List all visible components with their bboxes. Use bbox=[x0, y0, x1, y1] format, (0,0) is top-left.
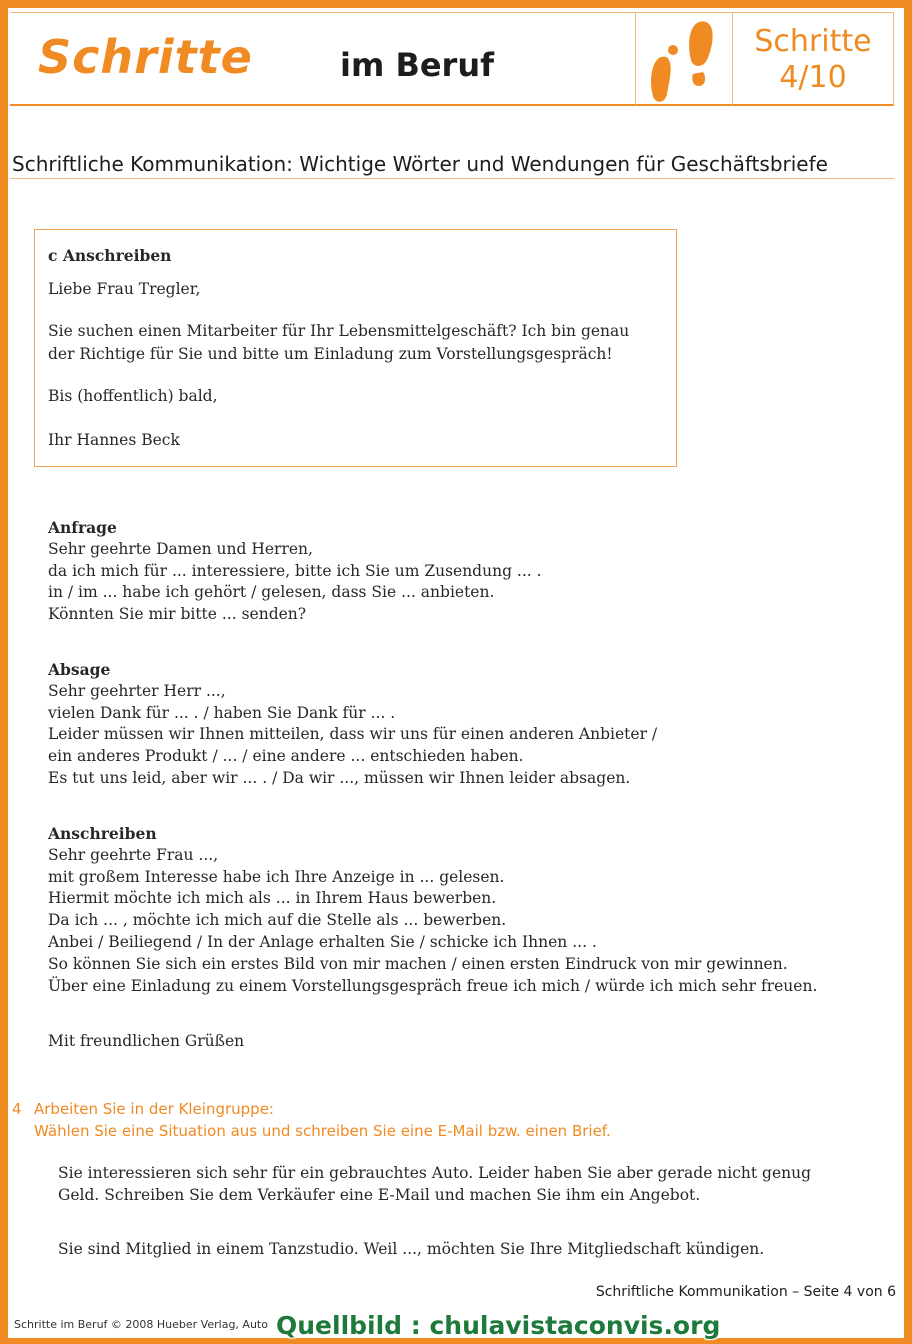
header-divider bbox=[732, 12, 733, 105]
phrase-line: Hiermit möchte ich mich als ... in Ihrem Haus bewerben. bbox=[48, 889, 497, 908]
phrase-line: Sehr geehrte Damen und Herren, bbox=[48, 539, 313, 558]
phrase-line: Sehr geehrte Frau ..., bbox=[48, 845, 219, 864]
situation-1 bbox=[58, 1162, 811, 1206]
situation-line: Sie interessieren sich sehr für ein gebrauchtes Auto. Leider haben Sie aber gerade nicht genug bbox=[58, 1164, 812, 1182]
level-badge-number: 4/10 bbox=[779, 60, 847, 95]
section-absage bbox=[48, 659, 657, 790]
letter-closing: Bis (hoffentlich) bald, bbox=[48, 387, 218, 405]
letter-body-line: der Richtige für Sie und bitte um Einladung zum Vorstellungsgespräch! bbox=[48, 345, 613, 363]
task-number: 4 bbox=[12, 1100, 22, 1118]
page-title: Schriftliche Kommunikation: Wichtige Wörter und Wendungen für Geschäftsbriefe bbox=[12, 152, 828, 176]
section-title: Anfrage bbox=[48, 518, 117, 537]
page-info: Schriftliche Kommunikation – Seite 4 von 6 bbox=[595, 1284, 896, 1300]
phrase-line: So können Sie sich ein erstes Bild von mir machen / einen ersten Eindruck von mir gewinnen. bbox=[48, 954, 788, 973]
situation-line: Geld. Schreiben Sie dem Verkäufer eine E-Mail und machen Sie ihm ein Angebot. bbox=[58, 1186, 701, 1204]
closing-formula: Mit freundlichen Grüßen bbox=[48, 1032, 245, 1050]
brand-subtitle: im Beruf bbox=[340, 46, 495, 84]
phrase-line: mit großem Interesse habe ich Ihre Anzeige in ... gelesen. bbox=[48, 867, 505, 886]
header-divider bbox=[635, 12, 636, 105]
source-watermark: Quellbild : chulavistaconvis.org bbox=[276, 1311, 721, 1340]
letter-body-line: Sie suchen einen Mitarbeiter für Ihr Lebensmittelgeschäft? Ich bin genau bbox=[48, 322, 630, 340]
brand-logo: Schritte bbox=[38, 30, 253, 84]
letter-salutation: Liebe Frau Tregler, bbox=[48, 280, 201, 298]
task-instruction bbox=[12, 1098, 611, 1142]
header-divider bbox=[893, 12, 894, 105]
level-badge-title: Schritte bbox=[754, 24, 872, 59]
letter-signature: Ihr Hannes Beck bbox=[48, 431, 180, 449]
phrase-line: Sehr geehrter Herr ..., bbox=[48, 681, 226, 700]
situation-2: Sie sind Mitglied in einem Tanzstudio. Weil ..., möchten Sie Ihre Mitgliedschaft kündigen. bbox=[58, 1240, 765, 1258]
phrase-line: Über eine Einladung zu einem Vorstellungsgespräch freue ich mich / würde ich mich sehr freuen. bbox=[48, 976, 818, 995]
section-anschreiben bbox=[48, 823, 817, 997]
phrase-line: Da ich ... , möchte ich mich auf die Stelle als ... bewerben. bbox=[48, 911, 507, 930]
phrase-line: Könnten Sie mir bitte ... senden? bbox=[48, 605, 307, 624]
level-badge bbox=[740, 24, 886, 96]
task-line: Wählen Sie eine Situation aus und schreiben Sie eine E-Mail bzw. einen Brief. bbox=[34, 1122, 611, 1140]
header-top-rule bbox=[10, 12, 894, 13]
section-title: Anschreiben bbox=[48, 824, 157, 843]
task-line: Arbeiten Sie in der Kleingruppe: bbox=[34, 1100, 274, 1118]
phrase-line: da ich mich für ... interessiere, bitte ich Sie um Zusendung ... . bbox=[48, 561, 542, 580]
section-anfrage bbox=[48, 517, 542, 626]
phrase-line: Leider müssen wir Ihnen mitteilen, dass wir uns für einen anderen Anbieter / bbox=[48, 725, 658, 744]
section-title: Absage bbox=[48, 660, 111, 679]
title-underline bbox=[10, 178, 894, 179]
phrase-line: Anbei / Beiliegend / In der Anlage erhalten Sie / schicke ich Ihnen ... . bbox=[48, 932, 597, 951]
phrase-line: Es tut uns leid, aber wir ... . / Da wir ..., müssen wir Ihnen leider absagen. bbox=[48, 768, 631, 787]
phrase-line: ein anderes Produkt / ... / eine andere ... entschieden haben. bbox=[48, 747, 524, 766]
header-rule bbox=[10, 104, 894, 106]
phrase-line: vielen Dank für ... . / haben Sie Dank für ... . bbox=[48, 703, 396, 722]
letter-heading: c Anschreiben bbox=[48, 246, 172, 265]
footprints-icon bbox=[645, 16, 725, 104]
phrase-line: in / im ... habe ich gehört / gelesen, dass Sie ... anbieten. bbox=[48, 583, 495, 602]
copyright-note: Schritte im Beruf © 2008 Hueber Verlag, Auto bbox=[14, 1318, 268, 1331]
